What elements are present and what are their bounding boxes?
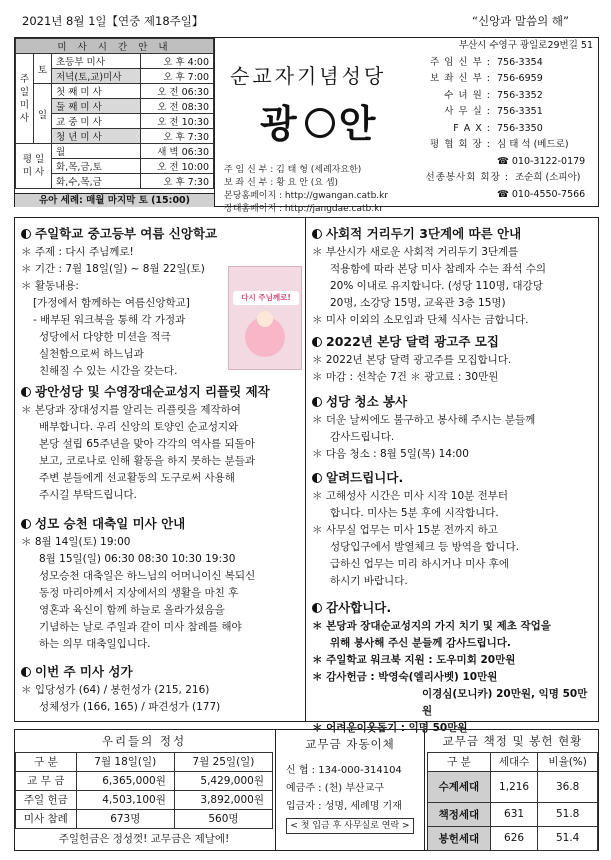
section-line: ＊ 감사헌금 : 박영숙(엘리사벳) 10만원	[312, 671, 498, 683]
section-line: 본당 설립 65주년을 맞아 각각의 역사를 되돌아	[39, 438, 255, 450]
offering-table	[15, 730, 273, 850]
section-line: 하는 의무 대축일입니다.	[39, 638, 151, 650]
contact-list	[425, 38, 599, 207]
contact-row	[425, 38, 599, 55]
sunday-mass-label: 주 일 미 사	[16, 54, 34, 144]
thanks-section	[312, 598, 592, 737]
poster-figure	[257, 311, 273, 327]
summer-school-poster	[228, 266, 302, 370]
census-table	[427, 730, 598, 850]
section-line: 주변 분들에게 선교활동의 도구로써 사용해	[39, 472, 235, 484]
census-title: 교무금 책정 및 봉헌 현황	[442, 733, 583, 748]
section-line: 합니다. 미사는 5분 후에 시작합니다.	[330, 507, 499, 519]
col-header: 세대수	[490, 752, 538, 771]
section-line: ＊ 어려운이웃돕기 : 익명 50만원	[312, 722, 468, 734]
contact-label: 수 녀 원 :	[444, 89, 491, 101]
section-line: ＊ 입당성가 (64) / 봉헌성가 (215, 216)	[21, 684, 210, 696]
section-line: 실천함으로써 하느님과	[39, 348, 144, 360]
section-line: 감사드립니다.	[330, 431, 395, 443]
mass-time: 오 후 7:30	[141, 174, 214, 189]
contact-value: 756-3350	[497, 122, 543, 134]
mass-name: 둘 째 미 사	[52, 99, 141, 114]
section-line: 동정 마리아께서 지상에서의 생활을 마친 후	[39, 587, 239, 599]
contact-row	[425, 55, 599, 72]
mass-name: 교 중 미 사	[52, 114, 141, 129]
contact-value: 756-3351	[497, 106, 543, 117]
header	[14, 37, 599, 214]
seal-icon	[305, 108, 335, 138]
bottom-summary	[14, 729, 599, 851]
section-line: 급하신 업무는 미리 하시거나 미사 후에	[330, 558, 509, 570]
cell-value: 5,429,000원	[174, 771, 272, 790]
section-title: 성당 청소 봉사	[326, 394, 408, 409]
mass-name: 첫 째 미 사	[52, 84, 141, 99]
contact-row	[425, 88, 599, 105]
cell-value: 4,503,100원	[76, 790, 174, 809]
mass-time: 오 후 7:30	[141, 129, 214, 144]
logo-right-char: 안	[338, 102, 380, 146]
offering-footer: 주일헌금은 정성껏! 교무금은 제날에!	[58, 832, 230, 845]
assistant-priest: 보 좌 신 부 : 황 요 안 (요 셉)	[224, 178, 339, 188]
section-line: ＊ 활동내용:	[21, 280, 79, 292]
col-header: 구 분	[428, 752, 491, 771]
transfer-line: 예금주 : (천) 부산교구	[286, 783, 384, 794]
contact-row	[425, 121, 599, 138]
contact-row	[425, 154, 599, 171]
section-line: ＊ 기간 : 7월 18일(일) ~ 8월 22일(토)	[21, 263, 205, 275]
row-label: 책정세대	[428, 802, 491, 826]
pastor: 주 임 신 부 : 김 태 형 (세례자요한)	[224, 165, 362, 175]
section-title: 광안성당 및 수영장대순교성지 리플릿 제작	[35, 384, 270, 399]
contact-value: ☎ 010-3122-0179	[497, 155, 586, 167]
section-line: ＊ 고해성사 시간은 미사 시작 10분 전부터	[312, 490, 509, 502]
calendar-ad-section	[312, 332, 592, 386]
half-circle-icon	[21, 519, 31, 529]
cell-value: 626	[490, 826, 538, 850]
row-label: 주일 헌금	[16, 790, 77, 809]
mass-time: 오 전 10:00	[141, 159, 214, 174]
cleaning-section	[312, 392, 592, 463]
section-line: [가정에서 함께하는 여름신앙학교]	[33, 297, 190, 309]
row-label: 교 무 금	[16, 771, 77, 790]
mass-time: 오 전 08:30	[141, 99, 214, 114]
section-line: 하시기 바랍니다.	[330, 575, 408, 587]
notice-section	[312, 468, 592, 590]
hymns-section	[21, 662, 299, 716]
cell-value: 51.4	[538, 826, 598, 850]
section-line: 보고, 코로나로 인해 활동을 하지 못하는 분들과	[39, 455, 256, 467]
mass-name: 월	[52, 144, 141, 159]
half-circle-icon	[312, 473, 322, 483]
cell-value: 560명	[174, 809, 272, 828]
distancing-section	[312, 224, 592, 329]
section-title: 성모 승천 대축일 미사 안내	[35, 516, 186, 531]
issue-date: 2021년 8월 1일【연중 제18주일】	[22, 14, 204, 28]
mass-time: 오 전 06:30	[141, 84, 214, 99]
contact-value: 조순희 (소피아)	[515, 172, 581, 183]
mass-name: 화,수,목,금	[52, 174, 141, 189]
homepage-link[interactable]: 장대홈페이지 : http://jangdae.catb.kr	[224, 204, 384, 214]
transfer-title: 교무금 자동이체	[305, 737, 395, 751]
contact-value: 756-3354	[497, 56, 543, 68]
section-line: 기념하는 날로 주일과 같이 미사 참례를 해야	[39, 621, 242, 633]
contact-value: 심 태 석 (베드로)	[497, 139, 569, 150]
contact-label: 사 무 실 :	[444, 106, 491, 117]
section-line: 적용함에 따라 본당 미사 참례자 수는 좌석 수의	[330, 263, 547, 275]
section-line: 20명, 소강당 15명, 교육관 3층 15명)	[330, 297, 506, 309]
row-label: 수계세대	[428, 771, 491, 802]
section-line: - 배부된 워크북을 통해 각 가정과	[33, 314, 186, 326]
section-line: 성모승천 대축일은 하느님의 어머니이신 복되신	[39, 570, 256, 582]
section-line: 영혼과 육신이 함께 하늘로 올라가셨음을	[39, 604, 225, 616]
contact-label	[425, 187, 497, 204]
cell-value: 36.8	[538, 771, 598, 802]
section-line: ＊ 미사 이외의 소모임과 단체 식사는 금합니다.	[312, 314, 529, 326]
section-line: ＊ 8월 14일(토) 19:00	[21, 536, 131, 548]
cell-value: 6,365,000원	[76, 771, 174, 790]
clergy-info	[224, 164, 388, 216]
offering-title: 우리들의 정성	[101, 733, 187, 748]
homepage-link[interactable]: 본당홈페이지 : http://gwangan.catb.kr	[224, 191, 389, 201]
leaflet-section	[21, 382, 299, 504]
section-line: 배부합니다. 우리 신앙의 토양인 순교성지와	[39, 421, 239, 433]
mass-time: 새 벽 06:30	[141, 144, 214, 159]
col-header: 구 분	[16, 752, 77, 771]
mass-schedule	[15, 38, 215, 193]
section-line: 위해 봉사해 주신 분들께 감사드립니다.	[330, 637, 511, 649]
mass-time: 오 전 10:30	[141, 114, 214, 129]
logo-left-char: 광	[260, 102, 301, 146]
cell-value: 3,892,000원	[174, 790, 272, 809]
half-circle-icon	[312, 603, 322, 613]
row-label: 봉헌세대	[428, 826, 491, 850]
section-line: ＊ 다음 청소 : 8월 5일(목) 14:00	[312, 448, 469, 460]
transfer-line: 입금자 : 성명, 세례명 기재	[286, 801, 402, 812]
transfer-line: 신 협 : 134-000-314104	[286, 765, 402, 776]
church-name: 순교자기념성당	[230, 64, 387, 88]
contact-row	[425, 170, 599, 187]
contact-row	[425, 104, 599, 121]
half-circle-icon	[21, 667, 31, 677]
section-title: 사회적 거리두기 3단계에 따른 안내	[326, 226, 522, 241]
section-line: ＊ 마감 : 선착순 7건 ＊ 광고료 : 30만원	[312, 371, 499, 383]
section-title: 알려드립니다.	[326, 470, 404, 485]
contact-value: ☎ 010-4550-7566	[497, 188, 586, 200]
section-line: 8월 15일(일) 06:30 08:30 10:30 19:30	[39, 553, 236, 565]
church-identity	[220, 38, 420, 214]
half-circle-icon	[312, 337, 322, 347]
contact-value: 756-3352	[497, 89, 543, 101]
section-line: ＊ 사무실 업무는 미사 15분 전까지 하고	[312, 524, 498, 536]
transfer-note: < 첫 입금 후 사무실로 연락 >	[286, 818, 414, 834]
year-motto: “신앙과 말씀의 해”	[472, 14, 569, 28]
col-header: 비율(%)	[538, 752, 598, 771]
contact-row	[425, 71, 599, 88]
mass-name: 청 년 미 사	[52, 129, 141, 144]
poster-title: 다시 주님께로!	[233, 291, 299, 305]
weekday-mass-label: 평 일 미 사	[16, 144, 52, 189]
section-line: 성당입구에서 발열체크 등 방역을 합니다.	[330, 541, 520, 553]
section-line: ＊ 2022년 본당 달력 광고주를 모집합니다.	[312, 354, 512, 366]
section-line: 친해질 수 있는 시간을 갖는다.	[39, 365, 178, 377]
section-line: ＊ 주일학교 워크북 지원 : 도우미회 20만원	[312, 654, 516, 666]
section-title: 감사합니다.	[326, 600, 392, 615]
contact-label: 선종봉사회 회장 :	[425, 172, 509, 183]
section-line: ＊ 본당과 장대순교성지의 가지 치기 및 제초 작업을	[312, 620, 551, 632]
assumption-mass-section	[21, 514, 299, 653]
section-title: 이번 주 미사 성가	[35, 664, 133, 679]
mass-schedule-title: 미 사 시 간 안 내	[16, 39, 214, 54]
col-header: 7월 25일(일)	[174, 752, 272, 771]
contact-label: 평 협 회 장 :	[430, 139, 491, 150]
mass-name: 저녁(토,교)미사	[52, 69, 141, 84]
section-line: 이경심(모니카) 20만원, 익명 50만원	[422, 688, 588, 717]
church-logo	[260, 93, 379, 148]
contact-value: 756-6959	[497, 73, 543, 84]
section-line: ＊ 부산시가 새로운 사회적 거리두기 3단계를	[312, 246, 519, 258]
mass-name: 화,목,금,토	[52, 159, 141, 174]
section-title: 주일학교 중고등부 여름 신앙학교	[35, 226, 218, 241]
contact-label: F A X :	[453, 122, 491, 134]
left-column	[14, 217, 306, 722]
contact-label: 보 좌 신 부 :	[430, 73, 491, 84]
cell-value: 673명	[76, 809, 174, 828]
section-line: ＊ 본당과 장대성지를 알리는 리플릿을 제작하여	[21, 404, 241, 416]
half-circle-icon	[21, 229, 31, 239]
half-circle-icon	[312, 229, 322, 239]
section-title: 2022년 본당 달력 광고주 모집	[326, 334, 499, 349]
half-circle-icon	[21, 387, 31, 397]
section-line: ＊ 더운 날씨에도 불구하고 봉사해 주시는 분들께	[312, 414, 536, 426]
section-line: 주시길 부탁드립니다.	[39, 489, 137, 501]
church-address: 부산시 수영구 광일로29번길 51	[458, 40, 593, 51]
cell-value: 51.8	[538, 802, 598, 826]
mass-name: 초등부 미사	[52, 54, 141, 69]
contact-label	[425, 154, 497, 171]
cell-value: 631	[490, 802, 538, 826]
right-column	[306, 217, 599, 734]
contact-row	[425, 187, 599, 204]
contact-label: 주 임 신 부 :	[430, 56, 491, 68]
contact-row	[425, 137, 599, 154]
sunday-label: 일	[34, 84, 52, 144]
mass-time: 오 후 4:00	[141, 54, 214, 69]
section-line: 성당에서 다양한 미션을 적극	[39, 331, 171, 343]
infant-baptism-note: 유아 세례: 매월 마지막 토 (15:00)	[15, 193, 215, 207]
auto-transfer-box	[275, 730, 425, 850]
row-label: 미사 참례	[16, 809, 77, 828]
col-header: 7월 18일(일)	[76, 752, 174, 771]
section-line: 20% 이내로 유지합니다. (성당 110명, 대강당	[330, 280, 543, 292]
saturday-label: 토	[34, 54, 52, 84]
mass-time: 오 후 7:00	[141, 69, 214, 84]
top-bar	[14, 10, 599, 32]
half-circle-icon	[312, 397, 322, 407]
cell-value: 1,216	[490, 771, 538, 802]
section-line: 성체성가 (166, 165) / 파견성가 (177)	[39, 701, 221, 713]
section-line: ＊ 주제 : 다시 주님께로!	[21, 246, 134, 258]
